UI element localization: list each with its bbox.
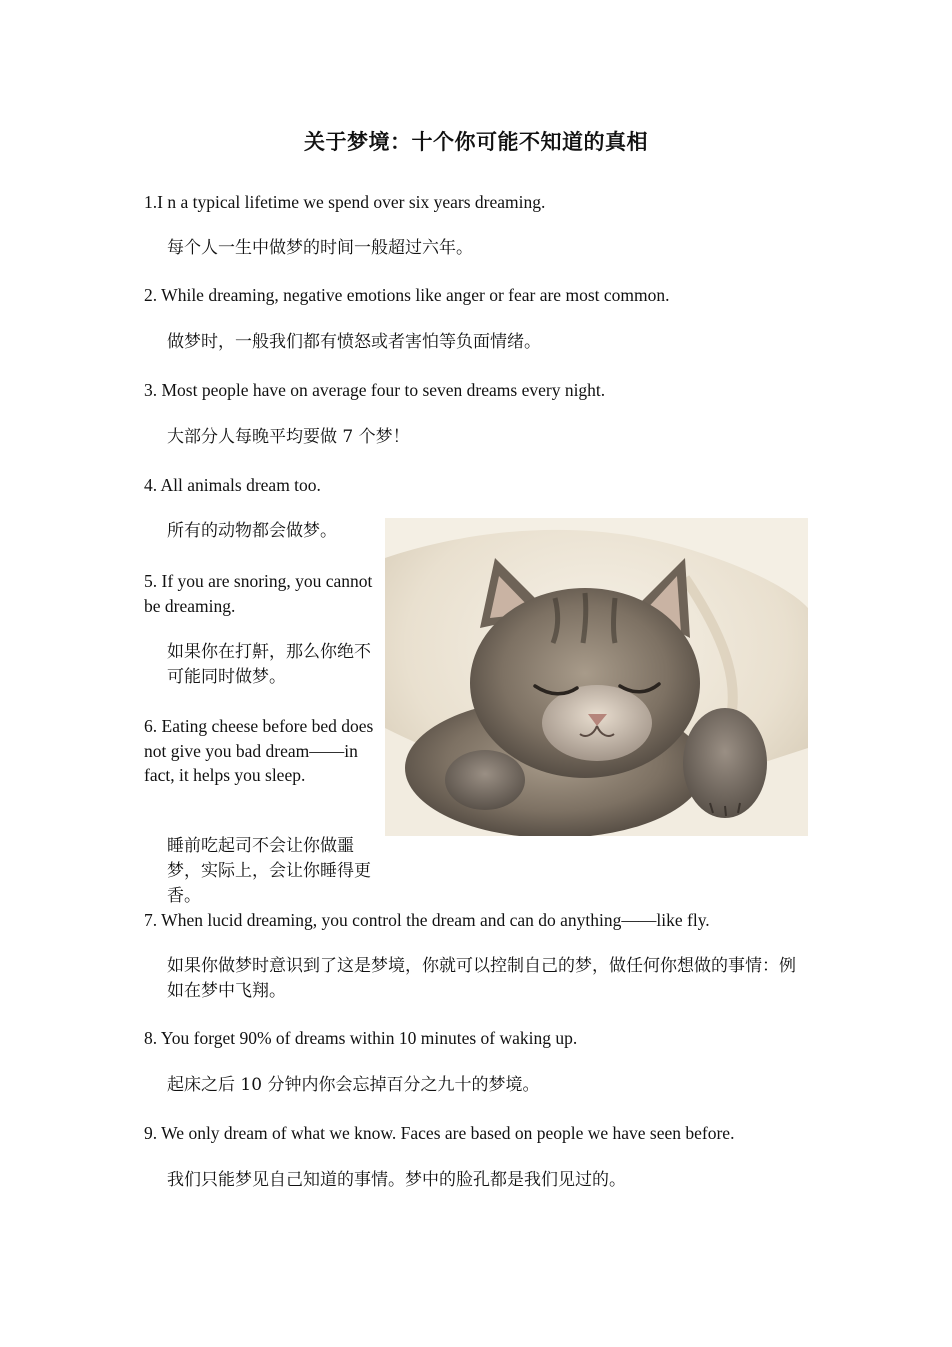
fact-7-chinese: 如果你做梦时意识到了这是梦境，你就可以控制自己的梦，做任何你想做的事情：例如在梦中飞翔。 <box>167 956 796 1001</box>
fact-8-chinese: 起床之后 10 分钟内你会忘掉百分之九十的梦境。 <box>167 1075 540 1095</box>
fact-5-chinese: 如果你在打鼾，那么你绝不可能同时做梦。 <box>167 642 371 687</box>
fact-3-chinese: 大部分人每晚平均要做 7 个梦！ <box>167 427 410 447</box>
fact-7-english: 7. When lucid dreaming, you control the dream and can do anything——like fly. <box>144 910 710 930</box>
fact-3-english: 3. Most people have on average four to seven dreams every night. <box>144 380 606 400</box>
kitten-right-paw <box>683 708 767 818</box>
kitten-stripe-2 <box>583 593 586 643</box>
kitten-illustration <box>385 518 808 836</box>
sleeping-kitten-photo <box>385 518 808 836</box>
fact-9-chinese: 我们只能梦见自己知道的事情。梦中的脸孔都是我们见过的。 <box>167 1170 626 1190</box>
fact-9-english: 9. We only dream of what we know. Faces are based on people we have seen before. <box>144 1123 735 1143</box>
kitten-left-paw <box>445 750 525 810</box>
fact-6-chinese: 睡前吃起司不会让你做噩梦，实际上，会让你睡得更香。 <box>167 836 371 906</box>
fact-4-english: 4. All animals dream too. <box>144 475 321 495</box>
fact-1-chinese: 每个人一生中做梦的时间一般超过六年。 <box>167 238 473 258</box>
kitten-stripe-3 <box>614 598 616 643</box>
fact-1-english: 1.I n a typical lifetime we spend over six years dreaming. <box>144 192 546 212</box>
fact-8-english: 8. You forget 90% of dreams within 10 minutes of waking up. <box>144 1028 578 1048</box>
fact-6-english: 6. Eating cheese before bed does not give you bad dream——in fact, it helps you sleep. <box>144 716 374 785</box>
fact-2-english: 2. While dreaming, negative emotions like anger or fear are most common. <box>144 285 670 305</box>
fact-5-english: 5. If you are snoring, you cannot be dreaming. <box>144 571 373 616</box>
fact-4-chinese: 所有的动物都会做梦。 <box>167 521 337 541</box>
page-title: 关于梦境：十个你可能不知道的真相 <box>304 130 648 154</box>
fact-2-chinese: 做梦时，一般我们都有愤怒或者害怕等负面情绪。 <box>167 332 541 352</box>
